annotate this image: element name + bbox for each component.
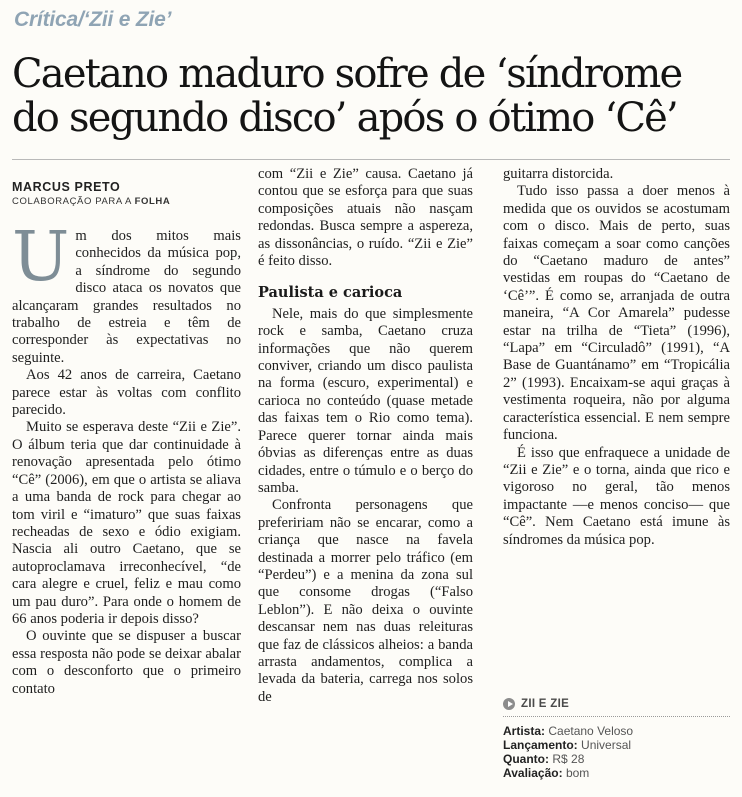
byline-role bbox=[12, 196, 252, 207]
byline bbox=[12, 180, 252, 207]
byline-author: MARCUS PRETO bbox=[12, 180, 121, 194]
article-column-3 bbox=[503, 166, 730, 646]
article-paragraph: Tudo isso passa a doer menos à medida que os ouvidos se acostumam com o disco. Mais de perto, suas faixas começam a soar como canções do “Caetano maduro de antes” vestidas em roupas do “Caetano de ‘Cê’”. É como se, arranjada de outra maneira, “A Cor Amarela” pudesse estar na trilha de “Tieta” (1996), “Lapa” em “Circuladô” (1991), “A Base de Guantánamo” em “Tropicália 2” (1993). Encaixam-se aqui graças à vestimenta roqueira, não por alguma característica essencial. E nem sempre funciona. bbox=[503, 183, 730, 444]
info-box-title bbox=[503, 698, 730, 717]
article-column-1 bbox=[12, 228, 241, 797]
article-paragraph bbox=[12, 228, 241, 367]
headline: Caetano maduro sofre de ‘síndrome do segundo disco’ após o ótimo ‘Cê’ bbox=[12, 51, 682, 141]
info-label: Avaliação: bbox=[503, 766, 563, 780]
byline-outlet: FOLHA bbox=[134, 196, 171, 207]
info-box-rows bbox=[503, 724, 730, 780]
info-value: Universal bbox=[581, 738, 632, 752]
info-value: bom bbox=[565, 766, 590, 780]
subhead: Paulista e carioca bbox=[258, 284, 403, 302]
info-row-rating bbox=[503, 766, 730, 780]
article-paragraph: guitarra distorcida. bbox=[503, 166, 614, 182]
info-label: Quanto: bbox=[503, 752, 549, 766]
info-label: Lançamento: bbox=[503, 738, 578, 752]
info-box-title-text: ZII E ZIE bbox=[521, 698, 570, 710]
article-paragraph: com “Zii e Zie” causa. Caetano já contou que se esforça para que suas composições atuais não nasçam redondas. Busca sempre a aspereza, as dissonâncias, o ruído. “Zii e Zie” é feito disso. bbox=[258, 166, 473, 270]
arrow-right-icon bbox=[503, 698, 515, 710]
section-kicker: Crítica/‘Zii e Zie’ bbox=[14, 8, 172, 31]
article-paragraph: Muito se esperava deste “Zii e Zie”. O álbum teria que dar continuidade à renovação apresentada pelo ótimo “Cê” (2006), em que o artista se aliava a uma banda de rock para chegar ao tom viril e “imaturo” que suas faixas recheadas de sexo e ódio exigiam. Nascia ali outro Caetano, que se autoproclamava irreconhecível, “de cara alegre e cruel, feliz e mau como um pau duro”. Para onde o homem de 66 anos poderia ir depois disso? bbox=[12, 419, 241, 627]
article-paragraph: O ouvinte que se dispuser a buscar essa resposta não pode se deixar abalar com o desconforto que o primeiro contato bbox=[12, 628, 241, 697]
article-paragraph: Nele, mais do que simplesmente rock e samba, Caetano cruza informações que não querem conviver, criando um disco paulista na forma (escuro, experimental) e carioca no conteúdo (quase metade das faixas tem o Rio como tema). Parece querer tornar ainda mais óbvias as diferenças entre as duas cidades, entre o túmulo e o berço do samba. bbox=[258, 305, 473, 496]
byline-role-prefix: COLABORAÇÃO PARA A bbox=[12, 196, 135, 207]
info-row-price bbox=[503, 752, 730, 766]
paragraph-text: m dos mitos mais conhecidos da música pop, a síndrome do segundo disco ataca os novatos que alcançaram grandes resultados no trabalho de estreia e têm de corresponder às expectativas no seguinte. bbox=[12, 228, 241, 366]
header-divider bbox=[12, 159, 730, 160]
info-row-artist bbox=[503, 724, 730, 738]
info-label: Artista: bbox=[503, 724, 546, 738]
info-value: Caetano Veloso bbox=[548, 724, 634, 738]
info-value: R$ 28 bbox=[552, 752, 585, 766]
info-row-release bbox=[503, 738, 730, 752]
drop-cap: U bbox=[12, 228, 70, 297]
article-paragraph: Aos 42 anos de carreira, Caetano parece estar às voltas com conflito parecido. bbox=[12, 367, 241, 419]
article-column-2 bbox=[258, 166, 473, 797]
article-paragraph: Confronta personagens que prefeririam não se encarar, como a criança que nasce na favela destinada a morrer pelo tráfico (em “Perdeu”) e a menina da zona sul que consome drogas (“Falso Leblon”). E não deixa o ouvinte descansar nem nas duas releituras que faz de clássicos alheios: a banda arrasta andamentos, complica a levada da bateria, carrega nos solos de bbox=[258, 497, 473, 705]
article-paragraph: É isso que enfraquece a unidade de “Zii e Zie” e o torna, ainda que rico e vigoroso no geral, tão menos impactante —e menos conciso— que “Cê”. Nem Caetano está imune às síndromes da música pop. bbox=[503, 444, 730, 548]
album-info-box bbox=[503, 698, 730, 793]
